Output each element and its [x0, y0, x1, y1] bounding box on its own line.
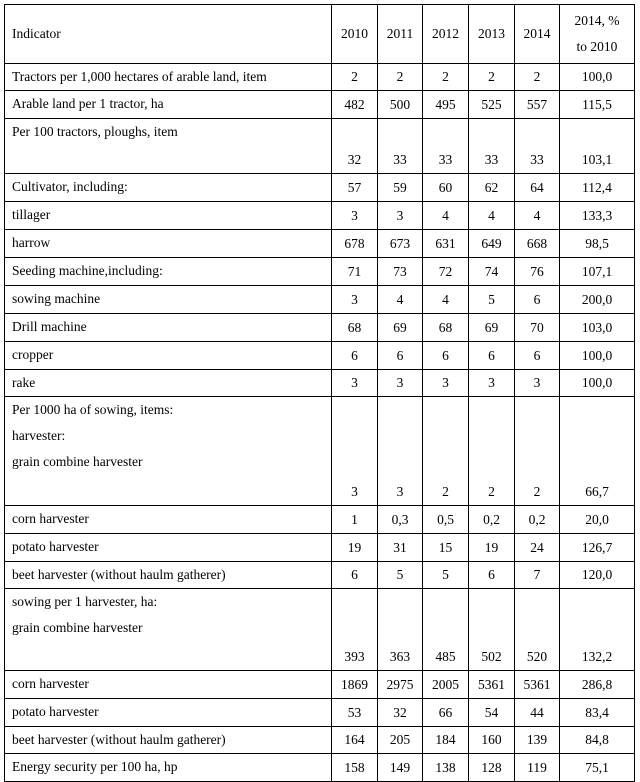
table-row [5, 397, 635, 506]
year-value-cell: 0,5 [423, 506, 469, 534]
change-value-cell: 115,5 [560, 91, 635, 119]
indicator-label: corn harvester [12, 511, 89, 526]
change-value-cell: 286,8 [560, 671, 635, 699]
indicator-cell [5, 119, 332, 174]
header-year: 2012 [423, 5, 469, 64]
change-value-cell: 103,1 [560, 119, 635, 174]
year-value-cell: 64 [515, 174, 560, 202]
indicator-label: harrow [12, 235, 51, 250]
year-value-cell: 3 [378, 397, 423, 506]
table-row [5, 258, 635, 286]
year-value-cell: 2 [378, 64, 423, 91]
year-value-cell: 62 [469, 174, 515, 202]
year-value-cell: 3 [469, 370, 515, 397]
indicator-cell [5, 727, 332, 754]
year-value-cell: 2 [515, 64, 560, 91]
year-value-cell: 2 [515, 397, 560, 506]
table-row [5, 370, 635, 397]
indicator-label: sowing machine [12, 291, 101, 306]
year-value-cell: 32 [378, 699, 423, 727]
year-value-cell: 500 [378, 91, 423, 119]
year-value-cell: 485 [423, 589, 469, 671]
indicator-cell [5, 671, 332, 699]
year-value-cell: 502 [469, 589, 515, 671]
year-value-cell: 3 [332, 202, 378, 230]
indicator-label: Cultivator, including: [12, 179, 128, 194]
table-row [5, 286, 635, 314]
year-value-cell: 520 [515, 589, 560, 671]
change-value-cell: 133,3 [560, 202, 635, 230]
year-value-cell: 32 [332, 119, 378, 174]
year-value-cell: 678 [332, 230, 378, 258]
year-value-cell: 69 [378, 314, 423, 342]
year-value-cell: 557 [515, 91, 560, 119]
year-value-cell: 6 [469, 342, 515, 370]
change-value-cell: 83,4 [560, 699, 635, 727]
year-value-cell: 57 [332, 174, 378, 202]
year-value-cell: 5 [469, 286, 515, 314]
indicator-cell [5, 754, 332, 782]
year-value-cell: 33 [423, 119, 469, 174]
table-row [5, 562, 635, 589]
year-value-cell: 24 [515, 534, 560, 562]
header-year: 2010 [332, 5, 378, 64]
indicator-cell [5, 589, 332, 671]
year-value-cell: 673 [378, 230, 423, 258]
change-value-cell: 107,1 [560, 258, 635, 286]
indicator-label: Per 100 tractors, ploughs, item [12, 124, 178, 139]
year-value-cell: 2 [423, 64, 469, 91]
indicator-cell [5, 174, 332, 202]
year-value-cell: 4 [378, 286, 423, 314]
indicator-label: Arable land per 1 tractor, ha [12, 96, 164, 111]
indicator-label: cropper [12, 347, 54, 362]
year-value-cell: 70 [515, 314, 560, 342]
change-value-cell: 120,0 [560, 562, 635, 589]
indicator-cell [5, 286, 332, 314]
year-value-cell: 5 [378, 562, 423, 589]
header-change [560, 5, 635, 64]
year-value-cell: 160 [469, 727, 515, 754]
change-value-cell: 100,0 [560, 370, 635, 397]
indicator-label: Tractors per 1,000 hectares of arable land, item [12, 69, 267, 84]
indicator-label: corn harvester [12, 676, 89, 691]
year-value-cell: 33 [515, 119, 560, 174]
table-row [5, 314, 635, 342]
indicator-cell [5, 506, 332, 534]
header-indicator: Indicator [5, 5, 332, 64]
change-value-cell: 112,4 [560, 174, 635, 202]
year-value-cell: 164 [332, 727, 378, 754]
year-value-cell: 631 [423, 230, 469, 258]
year-value-cell: 3 [423, 370, 469, 397]
year-value-cell: 5361 [515, 671, 560, 699]
year-value-cell: 4 [423, 286, 469, 314]
year-value-cell: 71 [332, 258, 378, 286]
year-value-cell: 76 [515, 258, 560, 286]
year-value-cell: 4 [469, 202, 515, 230]
year-value-cell: 2 [469, 397, 515, 506]
year-value-cell: 138 [423, 754, 469, 782]
year-value-cell: 68 [423, 314, 469, 342]
year-value-cell: 19 [332, 534, 378, 562]
table-row [5, 91, 635, 119]
year-value-cell: 3 [332, 370, 378, 397]
year-value-cell: 3 [378, 370, 423, 397]
year-value-cell: 1869 [332, 671, 378, 699]
year-value-cell: 184 [423, 727, 469, 754]
year-value-cell: 53 [332, 699, 378, 727]
indicator-label: harvester: [12, 428, 66, 443]
year-value-cell: 15 [423, 534, 469, 562]
header-row [5, 5, 635, 64]
table-row [5, 699, 635, 727]
indicator-cell [5, 397, 332, 506]
indicator-cell [5, 699, 332, 727]
indicator-label: grain combine harvester [12, 620, 143, 635]
indicator-cell [5, 534, 332, 562]
year-value-cell: 5 [423, 562, 469, 589]
year-value-cell: 139 [515, 727, 560, 754]
year-value-cell: 33 [469, 119, 515, 174]
indicator-label: Seeding machine,including: [12, 263, 163, 278]
indicator-label: sowing per 1 harvester, ha: [12, 594, 158, 609]
indicator-cell [5, 91, 332, 119]
year-value-cell: 6 [332, 342, 378, 370]
change-value-cell: 132,2 [560, 589, 635, 671]
change-value-cell: 20,0 [560, 506, 635, 534]
year-value-cell: 158 [332, 754, 378, 782]
indicator-label: Per 1000 ha of sowing, items: [12, 402, 174, 417]
year-value-cell: 3 [378, 202, 423, 230]
year-value-cell: 3 [332, 397, 378, 506]
year-value-cell: 495 [423, 91, 469, 119]
year-value-cell: 68 [332, 314, 378, 342]
year-value-cell: 482 [332, 91, 378, 119]
year-value-cell: 6 [332, 562, 378, 589]
year-value-cell: 7 [515, 562, 560, 589]
year-value-cell: 1 [332, 506, 378, 534]
year-value-cell: 74 [469, 258, 515, 286]
table-row [5, 727, 635, 754]
year-value-cell: 72 [423, 258, 469, 286]
change-value-cell: 126,7 [560, 534, 635, 562]
year-value-cell: 0,3 [378, 506, 423, 534]
year-value-cell: 4 [423, 202, 469, 230]
change-value-cell: 100,0 [560, 342, 635, 370]
year-value-cell: 2 [332, 64, 378, 91]
year-value-cell: 6 [378, 342, 423, 370]
year-value-cell: 393 [332, 589, 378, 671]
table-row [5, 230, 635, 258]
year-value-cell: 69 [469, 314, 515, 342]
indicator-label: potato harvester [12, 539, 99, 554]
year-value-cell: 19 [469, 534, 515, 562]
indicator-cell [5, 370, 332, 397]
change-value-cell: 200,0 [560, 286, 635, 314]
indicator-cell [5, 202, 332, 230]
header-change-line2: to 2010 [576, 39, 618, 54]
table-row [5, 202, 635, 230]
change-value-cell: 66,7 [560, 397, 635, 506]
change-value-cell: 98,5 [560, 230, 635, 258]
year-value-cell: 2 [469, 64, 515, 91]
year-value-cell: 6 [423, 342, 469, 370]
header-change-line1: 2014, % [574, 13, 620, 28]
year-value-cell: 2 [423, 397, 469, 506]
year-value-cell: 363 [378, 589, 423, 671]
table-row [5, 342, 635, 370]
header-year: 2014 [515, 5, 560, 64]
indicator-cell [5, 342, 332, 370]
indicator-cell [5, 230, 332, 258]
year-value-cell: 6 [469, 562, 515, 589]
year-value-cell: 2975 [378, 671, 423, 699]
year-value-cell: 0,2 [515, 506, 560, 534]
year-value-cell: 3 [332, 286, 378, 314]
year-value-cell: 59 [378, 174, 423, 202]
table-row [5, 64, 635, 91]
table-container [4, 4, 635, 782]
table-row [5, 671, 635, 699]
year-value-cell: 0,2 [469, 506, 515, 534]
year-value-cell: 525 [469, 91, 515, 119]
year-value-cell: 2005 [423, 671, 469, 699]
year-value-cell: 149 [378, 754, 423, 782]
indicator-label: rake [12, 375, 36, 390]
change-value-cell: 84,8 [560, 727, 635, 754]
change-value-cell: 100,0 [560, 64, 635, 91]
indicator-label: Drill machine [12, 319, 87, 334]
table-row [5, 119, 635, 174]
year-value-cell: 4 [515, 202, 560, 230]
year-value-cell: 649 [469, 230, 515, 258]
indicator-cell [5, 314, 332, 342]
change-value-cell: 103,0 [560, 314, 635, 342]
table-row [5, 174, 635, 202]
year-value-cell: 60 [423, 174, 469, 202]
indicator-label: Energy security per 100 ha, hp [12, 759, 178, 774]
table-row [5, 506, 635, 534]
year-value-cell: 44 [515, 699, 560, 727]
indicator-cell [5, 258, 332, 286]
year-value-cell: 33 [378, 119, 423, 174]
year-value-cell: 119 [515, 754, 560, 782]
year-value-cell: 66 [423, 699, 469, 727]
year-value-cell: 3 [515, 370, 560, 397]
change-value-cell: 75,1 [560, 754, 635, 782]
year-value-cell: 5361 [469, 671, 515, 699]
year-value-cell: 73 [378, 258, 423, 286]
table-body [5, 64, 635, 782]
year-value-cell: 128 [469, 754, 515, 782]
year-value-cell: 6 [515, 286, 560, 314]
indicator-cell [5, 562, 332, 589]
indicator-cell [5, 64, 332, 91]
indicator-label: grain combine harvester [12, 454, 143, 469]
year-value-cell: 54 [469, 699, 515, 727]
table-row [5, 589, 635, 671]
indicator-label: beet harvester (without haulm gatherer) [12, 567, 226, 582]
table-row [5, 534, 635, 562]
indicator-label: tillager [12, 207, 51, 222]
indicator-label: potato harvester [12, 704, 99, 719]
header-year: 2013 [469, 5, 515, 64]
year-value-cell: 31 [378, 534, 423, 562]
year-value-cell: 6 [515, 342, 560, 370]
header-year: 2011 [378, 5, 423, 64]
machinery-table [4, 4, 635, 782]
year-value-cell: 205 [378, 727, 423, 754]
year-value-cell: 668 [515, 230, 560, 258]
table-row [5, 754, 635, 782]
indicator-label: beet harvester (without haulm gatherer) [12, 732, 226, 747]
